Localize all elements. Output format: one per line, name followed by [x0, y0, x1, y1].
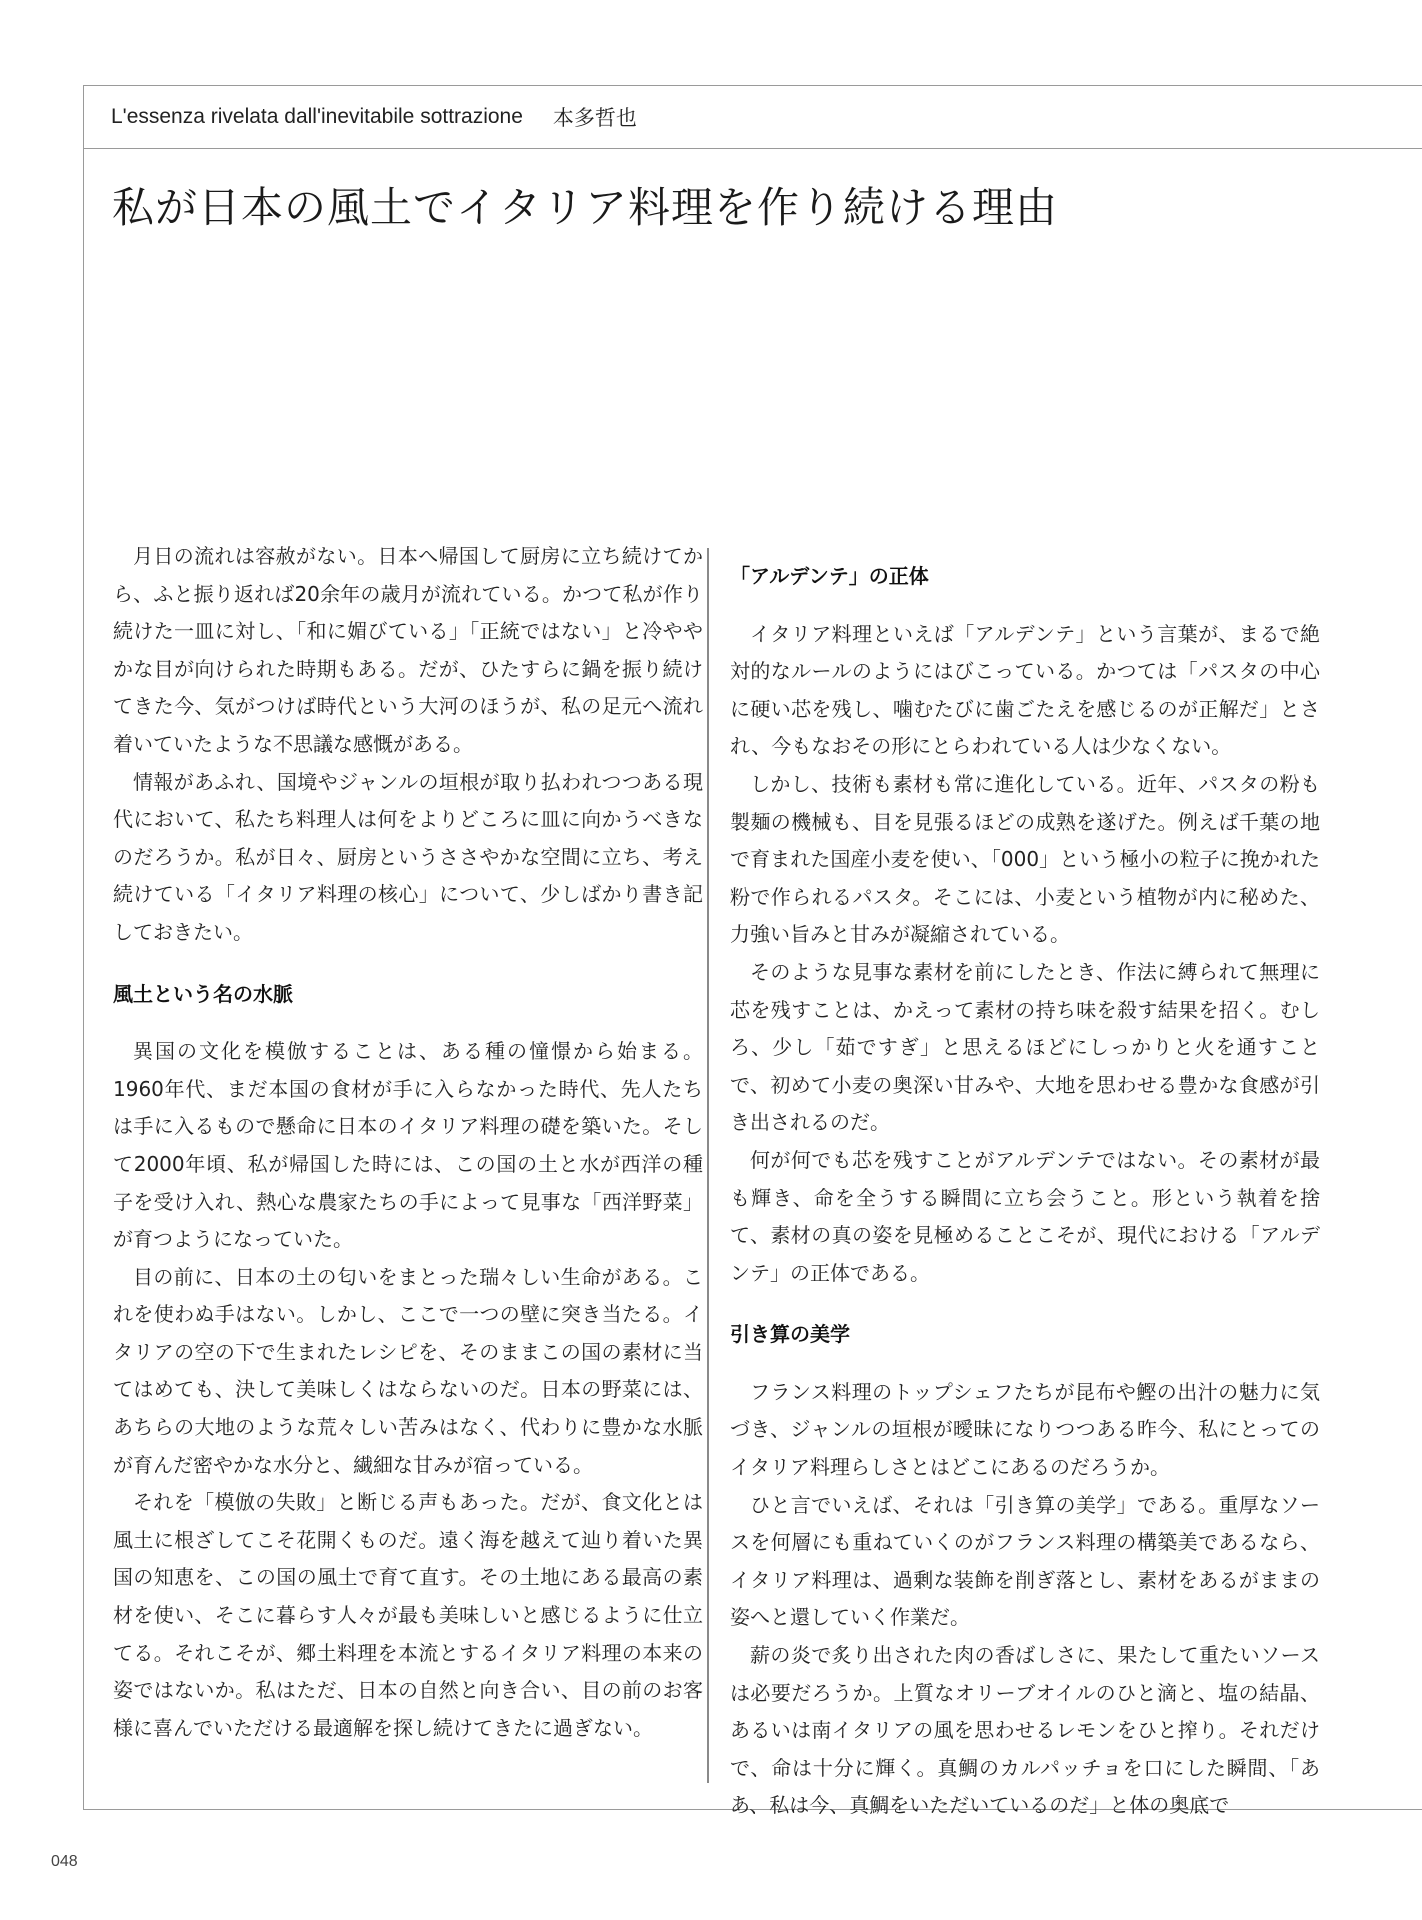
- paragraph: 月日の流れは容赦がない。日本へ帰国して厨房に立ち続けてから、ふと振り返れば20余年の歳月が流れている。かつて私が作り続けた一皿に対し、「和に媚びている」「正統ではない」と冷ややかな目が向けられた時期もある。だが、ひたすらに鍋を振り続けてきた今、気がつけば時代という大河のほうが、私の足元へ流れ着いていたような不思議な感慨がある。: [113, 544, 703, 756]
- article-title: 私が日本の風土でイタリア料理を作り続ける理由: [112, 183, 1059, 232]
- paragraph: ひと言でいえば、それは「引き算の美学」である。重厚なソースを何層にも重ねていくのがフランス料理の構築美であるなら、イタリア料理は、過剰な装飾を削ぎ落とし、素材をあるがままの姿へと還していく作業だ。: [730, 1492, 1320, 1630]
- paragraph: 薪の炎で炙り出された肉の香ばしさに、果たして重たいソースは必要だろうか。上質なオリーブオイルのひと滴と、塩の結晶、あるいは南イタリアの風を思わせるレモンをひと搾り。それだけで、命は十分に輝く。真鯛のカルパッチョを口にした瞬間、「ああ、私は今、真鯛をいただいているのだ」と体の奥底で: [730, 1643, 1320, 1818]
- running-head: [83, 85, 1422, 149]
- column-divider: [707, 548, 709, 1783]
- section-heading: 風土という名の水脈: [113, 981, 293, 1006]
- paragraph: 何が何でも芯を残すことがアルデンテではない。その素材が最も輝き、命を全うする瞬間に立ち会うこと。形という執着を捨て、素材の真の姿を見極めることこそが、現代における「アルデンテ」の正体である。: [730, 1147, 1320, 1285]
- series-title: L'essenza rivelata dall'inevitabile sottrazione: [111, 104, 523, 128]
- page-number: 048: [51, 1853, 78, 1870]
- right-column: [730, 558, 1320, 1825]
- paragraph: イタリア料理といえば「アルデンテ」という言葉が、まるで絶対的なルールのようにはびこっている。かつては「パスタの中心に硬い芯を残し、噛むたびに歯ごたえを感じるのが正解だ」とされ、今もなおその形にとらわれている人は少なくない。: [730, 621, 1320, 759]
- paragraph: 異国の文化を模倣することは、ある種の憧憬から始まる。1960年代、まだ本国の食材が手に入らなかった時代、先人たちは手に入るもので懸命に日本のイタリア料理の礎を築いた。そして2000年頃、私が帰国した時には、この国の土と水が西洋の種子を受け入れ、熱心な農家たちの手によって見事な「西洋野菜」が育つようになっていた。: [113, 1039, 703, 1252]
- section-heading: 「アルデンテ」の正体: [730, 564, 929, 588]
- section-heading: 引き算の美学: [730, 1322, 850, 1347]
- paragraph: しかし、技術も素材も常に進化している。近年、パスタの粉も製麺の機械も、目を見張るほどの成熟を遂げた。例えば千葉の地で育まれた国産小麦を使い、「000」という極小の粒子に挽かれた粉で作られるパスタ。そこには、小麦という植物が内に秘めた、力強い旨みと甘みが凝縮されている。: [730, 771, 1320, 947]
- paragraph: フランス料理のトップシェフたちが昆布や鰹の出汁の魅力に気づき、ジャンルの垣根が曖昧になりつつある昨今、私にとってのイタリア料理らしさとはどこにあるのだろうか。: [730, 1379, 1320, 1480]
- paragraph: 目の前に、日本の土の匂いをまとった瑞々しい生命がある。これを使わぬ手はない。しかし、ここで一つの壁に突き当たる。イタリアの空の下で生まれたレシピを、そのままこの国の素材に当てはめても、決して美味しくはならないのだ。日本の野菜には、あちらの大地のような荒々しい苦みはなく、代わりに豊かな水脈が育んだ密やかな水分と、繊細な甘みが宿っている。: [113, 1264, 703, 1477]
- paragraph: そのような見事な素材を前にしたとき、作法に縛られて無理に芯を残すことは、かえって素材の持ち味を殺す結果を招く。むしろ、少し「茹ですぎ」と思えるほどにしっかりと火を通すことで、初めて小麦の奥深い甘みや、大地を思わせる豊かな食感が引き出されるのだ。: [730, 959, 1320, 1135]
- left-column: [113, 538, 703, 1747]
- paragraph: それを「模倣の失敗」と断じる声もあった。だが、食文化とは風土に根ざしてこそ花開くものだ。遠く海を越えて辿り着いた異国の知恵を、この国の風土で育て直す。その土地にある最高の素材を使い、そこに暮らす人々が最も美味しいと感じるように仕立てる。それこそが、郷土料理を本流とするイタリア料理の本来の姿ではないか。私はただ、日本の自然と向き合い、目の前のお客様に喜んでいただける最適解を探し続けてきたに過ぎない。: [113, 1490, 703, 1740]
- author-name: 本多哲也: [552, 105, 637, 130]
- paragraph: 情報があふれ、国境やジャンルの垣根が取り払われつつある現代において、私たち料理人は何をよりどころに皿に向かうべきなのだろうか。私が日々、厨房というささやかな空間に立ち、考え続けている「イタリア料理の核心」について、少しばかり書き記しておきたい。: [113, 769, 703, 944]
